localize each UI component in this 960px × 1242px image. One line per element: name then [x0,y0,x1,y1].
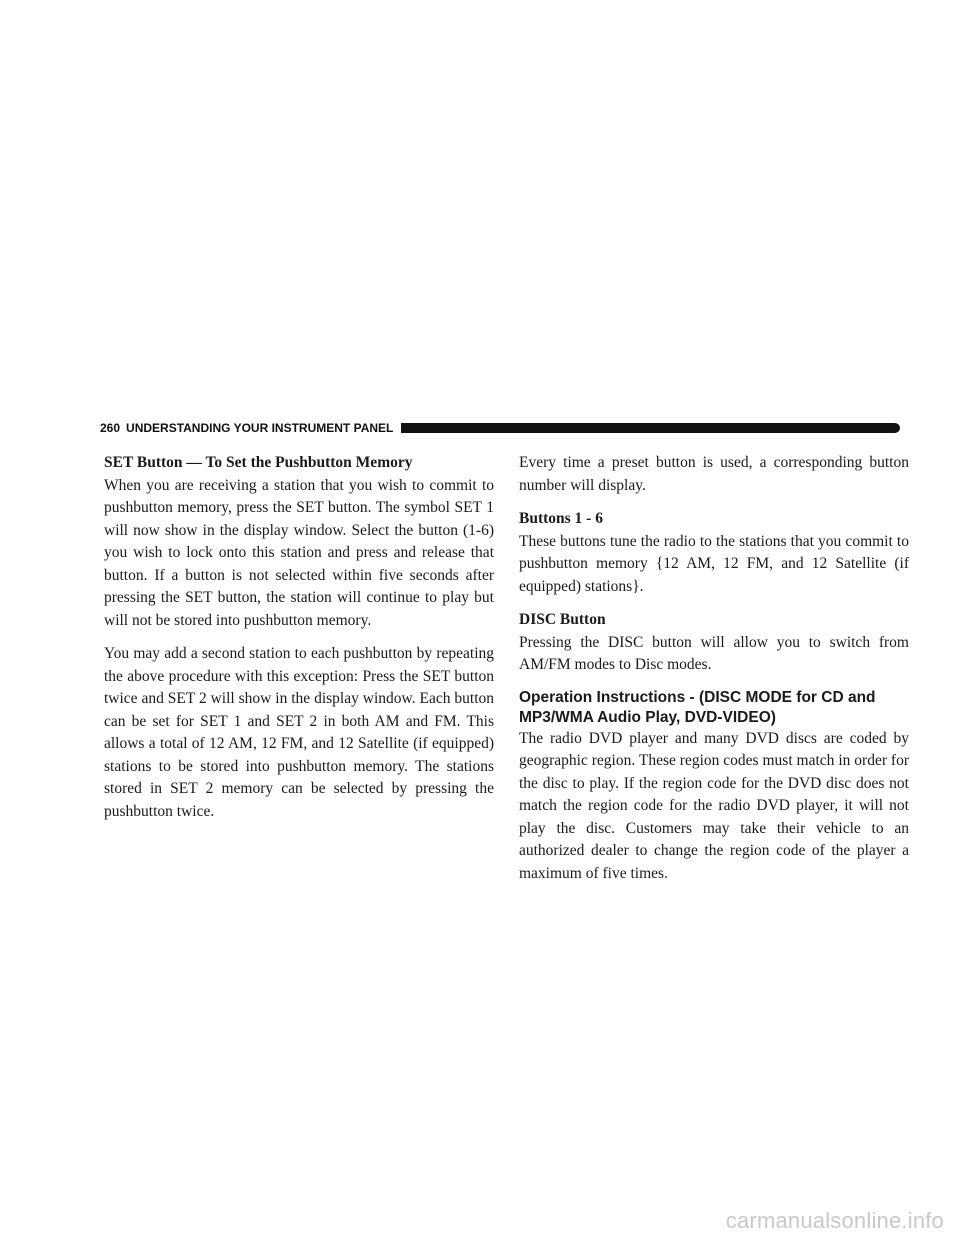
header-rule [401,423,900,433]
operation-instructions-paragraph: The radio DVD player and many DVD discs are coded by geographic region. These region codes must match in order for the disc to play. If the region code for the DVD disc does not match the region code for the radio DVD player, it will not play the disc. Customers may take their vehicle to an authorized dealer to change the region code of the player a maximum of five times. [519,729,909,882]
disc-button-paragraph: Pressing the DISC button will allow you to switch from AM/FM modes to Disc modes. [519,633,909,673]
set-button-paragraph-1: When you are receiving a station that you wish to commit to pushbutton memory, press the SET button. The symbol SET 1 will now show in the display window. Select the button (1-6) you wish to lock onto this station and press and release that button. If a button is not selected within five seconds after pressing the SET button, the station will continue to play but will not be stored into pushbutton memory. [104,476,494,629]
operation-instructions-heading: Operation Instructions - (DISC MODE for CD and MP3/WMA Audio Play, DVD-VIDEO) [519,688,876,726]
preset-intro-paragraph: Every time a preset button is used, a corresponding button number will display. [519,454,909,494]
set-button-paragraph-2: You may add a second station to each pushbutton by repeating the above procedure with this exception: Press the SET button twice and SET 2 will show in the display window. Each button can be set for SET 1 and SET 2 in both AM and FM. This allows a total of 12 AM, 12 FM, and 12 Satellite (if equipped) stations to be stored into pushbutton memory. The stations stored in SET 2 memory can be selected by pressing the pushbutton twice. [104,645,494,820]
left-column [104,452,494,834]
buttons-1-6-heading: Buttons 1 - 6 [519,510,603,527]
watermark: carmanualsonline.info [725,1208,944,1233]
right-column [519,452,909,896]
section-title: UNDERSTANDING YOUR INSTRUMENT PANEL [126,421,394,435]
page-header [100,418,900,438]
page-number: 260 [100,421,121,435]
disc-button-heading: DISC Button [519,611,606,628]
buttons-1-6-paragraph: These buttons tune the radio to the stations that you commit to pushbutton memory {12 AM, 12 FM, and 12 Satellite (if equipped) stations}. [519,532,909,595]
set-button-heading: SET Button — To Set the Pushbutton Memory [104,454,413,471]
